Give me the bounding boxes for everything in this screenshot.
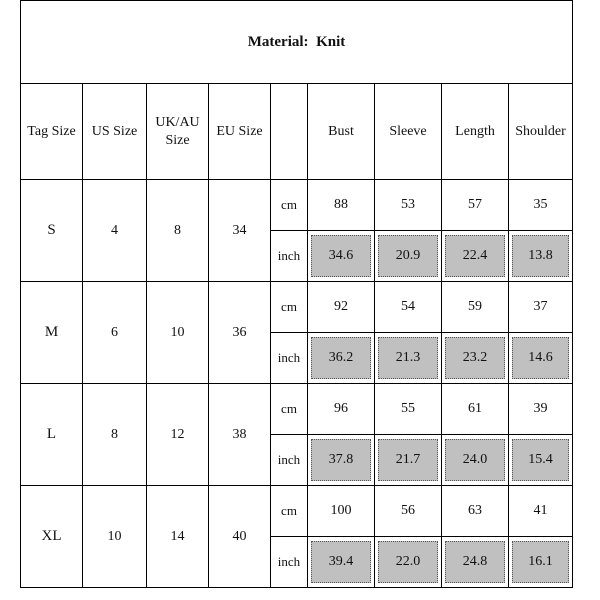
table-row: [21, 486, 573, 537]
tag-size-cell: L: [21, 384, 83, 486]
shoulder-inch-value: 16.1: [512, 541, 569, 583]
unit-cm-label: cm: [271, 384, 308, 435]
length-cm-value: 61: [442, 384, 509, 435]
eu-size-cell: 36: [209, 282, 271, 384]
bust-inch-cell: [308, 435, 375, 486]
uk-au-size-cell: 8: [147, 180, 209, 282]
bust-inch-value: 34.6: [311, 235, 371, 277]
unit-inch-label: inch: [271, 435, 308, 486]
shoulder-inch-cell: [509, 333, 573, 384]
shoulder-inch-cell: [509, 435, 573, 486]
bust-inch-cell: [308, 231, 375, 282]
length-cm-value: 57: [442, 180, 509, 231]
header-length: Length: [442, 84, 509, 180]
bust-inch-value: 39.4: [311, 541, 371, 583]
sleeve-cm-value: 53: [375, 180, 442, 231]
unit-inch-label: inch: [271, 333, 308, 384]
shoulder-cm-value: 37: [509, 282, 573, 333]
shoulder-inch-value: 15.4: [512, 439, 569, 481]
unit-cm-label: cm: [271, 486, 308, 537]
bust-inch-value: 37.8: [311, 439, 371, 481]
us-size-cell: 6: [83, 282, 147, 384]
header-bust: Bust: [308, 84, 375, 180]
table-row: [21, 282, 573, 333]
length-inch-value: 22.4: [445, 235, 505, 277]
length-cm-value: 59: [442, 282, 509, 333]
sleeve-inch-value: 21.3: [378, 337, 438, 379]
shoulder-inch-cell: [509, 231, 573, 282]
bust-cm-value: 96: [308, 384, 375, 435]
shoulder-inch-cell: [509, 537, 573, 588]
unit-inch-label: inch: [271, 537, 308, 588]
sleeve-cm-value: 56: [375, 486, 442, 537]
us-size-cell: 10: [83, 486, 147, 588]
sleeve-inch-cell: [375, 537, 442, 588]
title-row: [21, 1, 573, 84]
unit-cm-label: cm: [271, 180, 308, 231]
unit-cm-label: cm: [271, 282, 308, 333]
bust-inch-value: 36.2: [311, 337, 371, 379]
length-cm-value: 63: [442, 486, 509, 537]
sleeve-inch-value: 22.0: [378, 541, 438, 583]
tag-size-cell: M: [21, 282, 83, 384]
eu-size-cell: 34: [209, 180, 271, 282]
sleeve-cm-value: 55: [375, 384, 442, 435]
header-tag-size: Tag Size: [21, 84, 83, 180]
bust-cm-value: 88: [308, 180, 375, 231]
sleeve-inch-cell: [375, 435, 442, 486]
sleeve-cm-value: 54: [375, 282, 442, 333]
bust-cm-value: 100: [308, 486, 375, 537]
sleeve-inch-cell: [375, 231, 442, 282]
length-inch-cell: [442, 435, 509, 486]
sleeve-inch-value: 20.9: [378, 235, 438, 277]
header-uk-au-size: [147, 84, 209, 180]
header-unit: [271, 84, 308, 180]
uk-au-size-cell: 10: [147, 282, 209, 384]
size-rows: [21, 180, 573, 588]
bust-cm-value: 92: [308, 282, 375, 333]
bust-inch-cell: [308, 537, 375, 588]
eu-size-cell: 40: [209, 486, 271, 588]
shoulder-inch-value: 14.6: [512, 337, 569, 379]
us-size-cell: 4: [83, 180, 147, 282]
header-shoulder: Shoulder: [509, 84, 573, 180]
shoulder-cm-value: 39: [509, 384, 573, 435]
sleeve-inch-value: 21.7: [378, 439, 438, 481]
length-inch-value: 24.8: [445, 541, 505, 583]
length-inch-cell: [442, 537, 509, 588]
length-inch-cell: [442, 333, 509, 384]
length-inch-value: 24.0: [445, 439, 505, 481]
header-uk-au-size-text: UK/AU Size: [155, 114, 200, 148]
tag-size-cell: S: [21, 180, 83, 282]
us-size-cell: 8: [83, 384, 147, 486]
length-inch-cell: [442, 231, 509, 282]
header-row: [21, 84, 573, 180]
size-chart-table: [20, 0, 573, 588]
unit-inch-label: inch: [271, 231, 308, 282]
material-label: Material:: [247, 33, 309, 50]
uk-au-size-cell: 12: [147, 384, 209, 486]
uk-au-size-cell: 14: [147, 486, 209, 588]
sleeve-inch-cell: [375, 333, 442, 384]
tag-size-cell: XL: [21, 486, 83, 588]
eu-size-cell: 38: [209, 384, 271, 486]
bust-inch-cell: [308, 333, 375, 384]
table-row: [21, 180, 573, 231]
table-row: [21, 384, 573, 435]
length-inch-value: 23.2: [445, 337, 505, 379]
material-title: [21, 1, 573, 84]
material-value: Knit: [316, 33, 346, 50]
shoulder-cm-value: 41: [509, 486, 573, 537]
header-eu-size: EU Size: [209, 84, 271, 180]
header-us-size: US Size: [83, 84, 147, 180]
shoulder-inch-value: 13.8: [512, 235, 569, 277]
header-sleeve: Sleeve: [375, 84, 442, 180]
shoulder-cm-value: 35: [509, 180, 573, 231]
